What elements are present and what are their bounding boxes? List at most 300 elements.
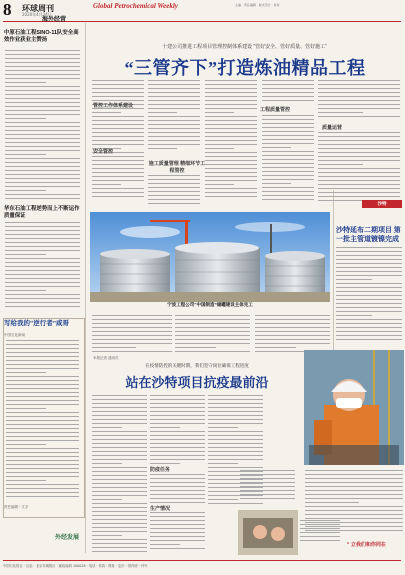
text-line bbox=[5, 306, 80, 307]
text-line bbox=[5, 258, 80, 259]
text-line bbox=[205, 164, 257, 165]
text-line bbox=[336, 271, 402, 272]
text-line bbox=[318, 88, 400, 89]
text-line bbox=[5, 90, 80, 91]
text-line bbox=[208, 459, 263, 460]
text-line bbox=[5, 186, 80, 187]
text-line bbox=[318, 192, 400, 193]
text-line bbox=[336, 291, 402, 292]
text-line bbox=[92, 491, 147, 492]
text-line bbox=[92, 527, 147, 528]
page-number: 8 bbox=[3, 0, 12, 19]
text-line bbox=[92, 411, 147, 412]
text-line bbox=[150, 502, 205, 503]
text-line bbox=[150, 451, 205, 452]
text-line bbox=[92, 112, 121, 113]
left-feature-subtitle: 中国石化新闻 bbox=[4, 333, 25, 337]
text-line bbox=[5, 134, 80, 135]
text-line bbox=[148, 183, 200, 184]
text-line bbox=[92, 547, 147, 548]
text-line bbox=[5, 130, 80, 131]
text-line bbox=[208, 451, 263, 452]
text-line bbox=[150, 447, 205, 448]
text-line bbox=[150, 548, 205, 549]
text-line bbox=[262, 100, 314, 101]
text-line bbox=[6, 352, 79, 353]
text-line bbox=[5, 266, 80, 267]
text-line bbox=[205, 172, 257, 173]
text-line bbox=[300, 532, 340, 533]
text-line bbox=[92, 136, 144, 137]
text-line bbox=[318, 196, 400, 197]
text-line bbox=[262, 84, 314, 85]
text-line bbox=[208, 403, 263, 404]
storage-tank-photo bbox=[90, 212, 330, 302]
text-line bbox=[208, 503, 263, 504]
text-line bbox=[5, 82, 46, 83]
text-line bbox=[255, 347, 296, 348]
text-line bbox=[318, 172, 400, 173]
text-line bbox=[5, 246, 80, 247]
text-line bbox=[92, 323, 172, 324]
text-line bbox=[150, 490, 205, 491]
text-line bbox=[240, 494, 295, 495]
text-line bbox=[5, 126, 80, 127]
text-line bbox=[255, 335, 330, 336]
text-line bbox=[150, 439, 205, 440]
text-line bbox=[150, 516, 205, 517]
text-line bbox=[318, 160, 400, 161]
text-line bbox=[92, 96, 144, 97]
text-line bbox=[336, 275, 402, 276]
text-line bbox=[5, 190, 46, 191]
text-line bbox=[150, 524, 205, 525]
text-line bbox=[92, 92, 144, 93]
text-line bbox=[336, 255, 402, 256]
text-line bbox=[5, 54, 80, 55]
text-line bbox=[5, 198, 80, 199]
text-line bbox=[255, 319, 330, 320]
text-line bbox=[148, 96, 200, 97]
photo-caption: 宁波工程公司“中国制造”储罐建设主体完工 bbox=[167, 302, 253, 307]
text-line bbox=[318, 84, 400, 85]
text-line bbox=[5, 70, 80, 71]
text-line bbox=[5, 122, 80, 123]
text-line bbox=[148, 144, 200, 145]
text-line bbox=[208, 415, 263, 416]
text-line bbox=[92, 120, 144, 121]
text-line bbox=[92, 467, 147, 468]
text-line bbox=[208, 395, 263, 396]
footer-rule bbox=[3, 560, 401, 561]
text-line bbox=[262, 115, 314, 116]
text-line bbox=[6, 456, 79, 457]
text-line bbox=[175, 335, 250, 336]
text-line bbox=[6, 400, 79, 401]
text-line bbox=[5, 250, 80, 251]
left-story1-title: 中原石油工程SINO-11队安全高效作业获业主赞扬 bbox=[4, 30, 79, 43]
text-line bbox=[205, 156, 257, 157]
main-subhead-4: 施工质量管理 精细环节工程管控 bbox=[148, 161, 206, 174]
text-line bbox=[262, 183, 291, 184]
masthead-brand: Global Petrochemical Weekly bbox=[93, 2, 178, 10]
text-line bbox=[262, 199, 314, 200]
text-line bbox=[336, 319, 402, 320]
text-line bbox=[262, 191, 314, 192]
text-line bbox=[336, 267, 402, 268]
text-line bbox=[305, 490, 403, 491]
text-line bbox=[255, 331, 330, 332]
text-line bbox=[262, 80, 314, 81]
text-line bbox=[150, 478, 205, 479]
text-line bbox=[92, 431, 147, 432]
text-line bbox=[318, 148, 400, 149]
text-line bbox=[92, 415, 147, 416]
text-line bbox=[92, 443, 147, 444]
text-line bbox=[5, 282, 80, 283]
text-line bbox=[336, 263, 402, 264]
text-line bbox=[5, 58, 80, 59]
text-line bbox=[5, 226, 80, 227]
left-story2-title: 华东石油工程逆势而上不断运作质量保证 bbox=[4, 206, 80, 219]
worker-photo bbox=[304, 350, 404, 465]
text-line bbox=[240, 478, 295, 479]
text-line bbox=[92, 483, 147, 484]
text-line bbox=[148, 84, 200, 85]
text-line bbox=[208, 447, 263, 448]
footer-text: 中国石化报社 · 社址：北京市朝阳区 · 邮政编码 100028 · 电话 · 传真 · 网址 · 定价 · 国内统一刊号 bbox=[3, 564, 148, 568]
text-line bbox=[262, 167, 314, 168]
text-line bbox=[6, 344, 79, 345]
text-line bbox=[92, 343, 172, 344]
text-line bbox=[318, 104, 400, 105]
left-feature-title: 写给我的“逆行者”咸哥 bbox=[4, 320, 69, 327]
text-line bbox=[240, 486, 295, 487]
masthead-title: 环球周刊 bbox=[22, 4, 54, 13]
text-line bbox=[148, 108, 200, 109]
text-line bbox=[262, 175, 314, 176]
text-line bbox=[262, 96, 314, 97]
masthead-date: 2020年4月24日 bbox=[22, 12, 52, 17]
text-line bbox=[318, 188, 400, 189]
text-line bbox=[148, 132, 200, 133]
text-line bbox=[205, 148, 234, 149]
text-line bbox=[92, 335, 172, 336]
text-line bbox=[5, 254, 46, 255]
text-line bbox=[336, 315, 372, 316]
text-line bbox=[262, 159, 314, 160]
text-line bbox=[208, 443, 263, 444]
text-line bbox=[150, 399, 205, 400]
text-line bbox=[262, 119, 314, 120]
text-line bbox=[208, 435, 263, 436]
text-line bbox=[92, 535, 122, 536]
text-line bbox=[92, 331, 172, 332]
text-line bbox=[148, 187, 200, 188]
text-line bbox=[6, 468, 79, 469]
text-line bbox=[175, 331, 250, 332]
text-line bbox=[92, 531, 147, 532]
text-line bbox=[5, 118, 46, 119]
text-line bbox=[205, 184, 234, 185]
text-line bbox=[5, 286, 80, 287]
text-line bbox=[6, 472, 79, 473]
text-line bbox=[148, 112, 177, 113]
text-line bbox=[240, 470, 295, 471]
text-line bbox=[5, 230, 80, 231]
text-line bbox=[92, 475, 147, 476]
lower-headline: 站在沙特项目抗疫最前沿 bbox=[125, 375, 269, 390]
text-line bbox=[205, 188, 257, 189]
text-line bbox=[262, 171, 314, 172]
text-line bbox=[148, 199, 200, 200]
text-line bbox=[6, 452, 79, 453]
text-line bbox=[92, 523, 147, 524]
text-line bbox=[148, 104, 200, 105]
text-line bbox=[262, 195, 314, 196]
text-line bbox=[148, 140, 200, 141]
text-line bbox=[205, 192, 257, 193]
text-line bbox=[150, 455, 205, 456]
text-line bbox=[5, 142, 80, 143]
text-line bbox=[318, 180, 400, 181]
text-line bbox=[92, 176, 144, 177]
text-line bbox=[336, 303, 402, 304]
text-line bbox=[92, 503, 147, 504]
text-line bbox=[5, 262, 80, 263]
text-line bbox=[148, 148, 177, 149]
text-line bbox=[336, 279, 372, 280]
text-line bbox=[5, 86, 80, 87]
text-line bbox=[92, 435, 147, 436]
text-line bbox=[305, 530, 403, 531]
main-kicker: 十建公司推进工程项目管理控制体系建设 “管好安全、管好质量、管好施工” bbox=[162, 44, 327, 50]
text-line bbox=[150, 498, 205, 499]
text-line bbox=[318, 112, 363, 113]
text-line bbox=[92, 395, 147, 396]
text-line bbox=[5, 158, 80, 159]
text-line bbox=[318, 156, 400, 157]
text-line bbox=[5, 242, 80, 243]
text-line bbox=[6, 476, 79, 477]
text-line bbox=[92, 543, 147, 544]
text-line bbox=[92, 196, 144, 197]
text-line bbox=[208, 475, 263, 476]
text-line bbox=[205, 180, 257, 181]
text-line bbox=[208, 455, 263, 456]
lower-kicker: 在疫情防控的关键时期，我们坚守岗位确保工程进度 bbox=[145, 363, 249, 368]
text-line bbox=[208, 407, 263, 408]
text-line bbox=[208, 423, 263, 424]
text-line bbox=[6, 388, 79, 389]
text-line bbox=[175, 351, 250, 352]
text-line bbox=[92, 399, 147, 400]
text-line bbox=[5, 234, 80, 235]
text-line bbox=[208, 431, 263, 432]
text-line bbox=[92, 100, 144, 101]
text-line bbox=[150, 443, 205, 444]
text-line bbox=[92, 168, 144, 169]
text-line bbox=[6, 360, 79, 361]
text-line bbox=[6, 464, 79, 465]
text-line bbox=[336, 287, 402, 288]
text-line bbox=[262, 151, 314, 152]
text-line bbox=[305, 478, 403, 479]
text-line bbox=[92, 423, 147, 424]
text-line bbox=[6, 384, 79, 385]
text-line bbox=[150, 423, 205, 424]
text-line bbox=[318, 136, 400, 137]
text-line bbox=[6, 460, 79, 461]
text-line bbox=[92, 487, 147, 488]
text-line bbox=[92, 116, 144, 117]
text-line bbox=[5, 154, 46, 155]
text-line bbox=[5, 106, 80, 107]
text-line bbox=[262, 88, 314, 89]
main-subhead-3: 工程质量管控 bbox=[260, 107, 291, 113]
text-line bbox=[150, 544, 180, 545]
text-line bbox=[5, 114, 80, 115]
text-line bbox=[305, 510, 403, 511]
text-line bbox=[92, 315, 172, 316]
text-line bbox=[6, 448, 79, 449]
main-subhead-5: 质量运营 bbox=[322, 125, 343, 131]
text-line bbox=[262, 131, 314, 132]
right-section-mark bbox=[362, 200, 402, 208]
text-line bbox=[150, 435, 205, 436]
text-line bbox=[318, 92, 400, 93]
text-line bbox=[318, 152, 400, 153]
text-line bbox=[92, 319, 172, 320]
text-line bbox=[6, 376, 79, 377]
text-line bbox=[205, 120, 257, 121]
text-line bbox=[336, 307, 402, 308]
text-line bbox=[318, 132, 400, 133]
text-line bbox=[205, 88, 257, 89]
text-line bbox=[6, 404, 79, 405]
text-line bbox=[205, 168, 257, 169]
text-line bbox=[92, 551, 147, 552]
text-line bbox=[6, 492, 79, 493]
text-line bbox=[205, 100, 257, 101]
text-line bbox=[6, 436, 79, 437]
text-line bbox=[175, 315, 250, 316]
text-line bbox=[336, 295, 402, 296]
text-line bbox=[92, 479, 147, 480]
text-line bbox=[255, 327, 330, 328]
text-line bbox=[148, 203, 200, 204]
text-line bbox=[150, 540, 205, 541]
left-logo: 外经发展 bbox=[55, 535, 80, 541]
main-subhead-1: 管控工作体系建设 bbox=[93, 103, 134, 109]
text-line bbox=[318, 140, 400, 141]
text-line bbox=[5, 166, 80, 167]
text-line bbox=[5, 222, 80, 223]
text-line bbox=[148, 128, 200, 129]
text-line bbox=[240, 482, 295, 483]
text-line bbox=[6, 444, 46, 445]
text-line bbox=[92, 447, 147, 448]
text-line bbox=[5, 178, 80, 179]
text-line bbox=[6, 340, 79, 341]
text-line bbox=[148, 191, 200, 192]
text-line bbox=[5, 194, 80, 195]
text-line bbox=[5, 274, 80, 275]
text-line bbox=[262, 127, 314, 128]
text-line bbox=[318, 100, 400, 101]
text-line bbox=[208, 427, 238, 428]
main-headline: “三管齐下”打造炼油精品工程 bbox=[124, 58, 366, 78]
text-line bbox=[92, 347, 136, 348]
text-line bbox=[92, 327, 172, 328]
text-line bbox=[148, 116, 200, 117]
text-line bbox=[205, 92, 257, 93]
text-line bbox=[262, 143, 314, 144]
text-line bbox=[92, 172, 144, 173]
text-line bbox=[6, 348, 79, 349]
small-photo bbox=[238, 510, 298, 555]
text-line bbox=[5, 62, 80, 63]
lower-subhead-2: 生产情况 bbox=[150, 506, 171, 512]
text-line bbox=[205, 160, 257, 161]
text-line bbox=[92, 144, 144, 145]
text-line bbox=[336, 247, 402, 248]
text-line bbox=[5, 278, 80, 279]
text-line bbox=[175, 327, 250, 328]
lower-subhead-1: 防疫任务 bbox=[150, 467, 171, 473]
text-line bbox=[148, 175, 200, 176]
text-line bbox=[205, 96, 257, 97]
column-divider bbox=[333, 190, 334, 350]
text-line bbox=[6, 364, 79, 365]
text-line bbox=[150, 431, 205, 432]
text-line bbox=[150, 459, 205, 460]
text-line bbox=[92, 495, 147, 496]
text-line bbox=[318, 144, 400, 145]
text-line bbox=[205, 112, 234, 113]
text-line bbox=[336, 311, 402, 312]
right-headline: 沙特延布二期项目 第一批主管道镀镍完成 bbox=[336, 226, 401, 243]
text-line bbox=[6, 424, 79, 425]
text-line bbox=[305, 502, 359, 503]
text-line bbox=[5, 146, 80, 147]
text-line bbox=[5, 98, 80, 99]
text-line bbox=[300, 520, 340, 521]
section-label: 海外经营 bbox=[42, 17, 67, 23]
text-line bbox=[148, 124, 200, 125]
text-line bbox=[150, 403, 205, 404]
text-line bbox=[175, 323, 250, 324]
text-line bbox=[205, 128, 257, 129]
text-line bbox=[5, 138, 80, 139]
text-line bbox=[300, 528, 340, 529]
text-line bbox=[150, 486, 205, 487]
text-line bbox=[205, 176, 257, 177]
text-line bbox=[262, 155, 314, 156]
text-line bbox=[300, 536, 340, 537]
text-line bbox=[5, 170, 80, 171]
text-line bbox=[6, 496, 79, 497]
text-line bbox=[6, 356, 79, 357]
text-line bbox=[92, 451, 147, 452]
text-line bbox=[6, 428, 79, 429]
text-line bbox=[6, 488, 79, 489]
text-line bbox=[92, 439, 147, 440]
footer-logo: “ 立我们和你同在 bbox=[347, 542, 386, 548]
text-line bbox=[150, 512, 205, 513]
text-line bbox=[208, 487, 263, 488]
text-line bbox=[150, 482, 205, 483]
